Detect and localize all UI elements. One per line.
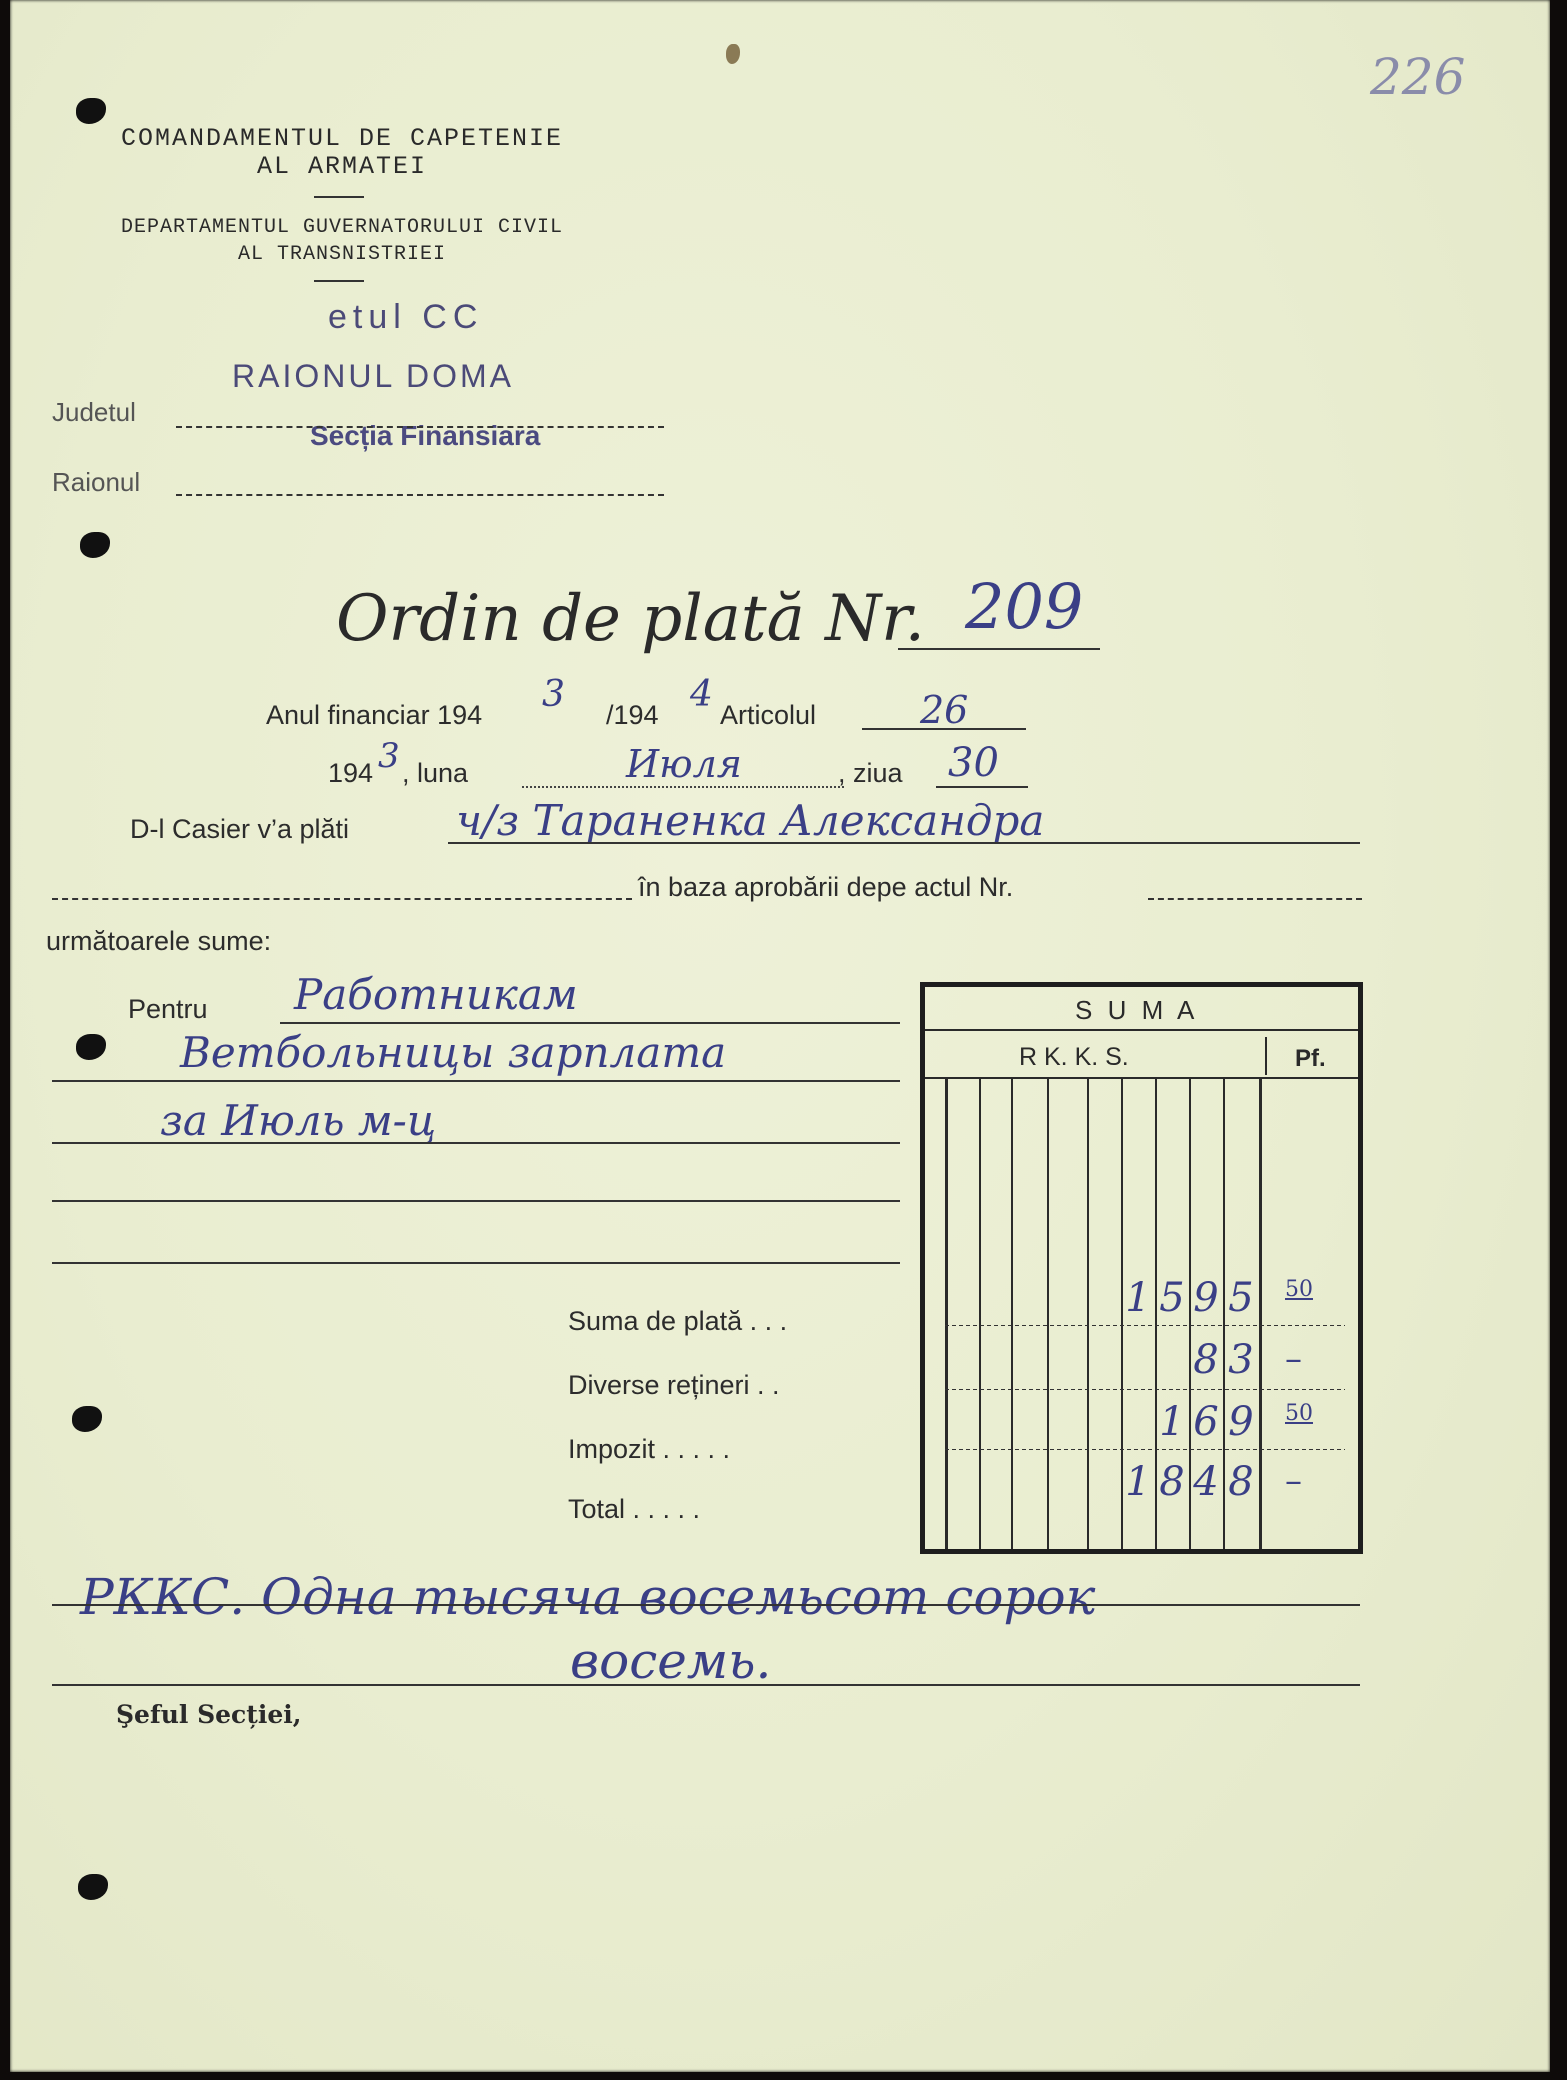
raionul-line — [176, 494, 664, 496]
rkks-heading: R K. K. S. — [1019, 1043, 1129, 1071]
ziua-label: , ziua — [838, 758, 903, 788]
title-line — [898, 648, 1100, 650]
baza-label: în baza aprobării depe actul Nr. — [638, 872, 1014, 902]
stamp-line3: Secția Finansiara — [310, 420, 541, 451]
amount-digit: 1 — [1125, 1459, 1151, 1505]
pentru-label: Pentru — [128, 994, 208, 1024]
table-row-rule — [945, 1325, 1345, 1326]
table-column-rule — [1011, 1079, 1013, 1549]
punch-hole — [726, 44, 740, 64]
amount-digit: 8 — [1159, 1459, 1185, 1505]
casier-label: D-l Casier v’a plăti — [130, 814, 350, 844]
header-line2: AL ARMATEI — [256, 152, 428, 181]
row-label-total: Total . . . . . — [568, 1494, 701, 1524]
header-line4: AL TRANSNISTRIEI — [237, 243, 447, 266]
table-column-rule — [1259, 1079, 1262, 1549]
amount-digit: 9 — [1193, 1275, 1219, 1321]
ziua-value: 30 — [948, 740, 999, 786]
amount-words-rule1 — [52, 1604, 1360, 1606]
amount-digit: 4 — [1193, 1459, 1219, 1505]
date-year-digit: 3 — [378, 736, 400, 776]
amount-digit: 8 — [1228, 1459, 1254, 1505]
baza-line-right — [1148, 898, 1362, 900]
judetul-label: Judetul — [52, 397, 136, 427]
pfennig-value: 50 — [1285, 1277, 1313, 1302]
pfennig-value: – — [1285, 1339, 1302, 1379]
stamp-line2: RAIONUL DOMA — [232, 358, 514, 394]
pfennig-value: – — [1285, 1461, 1302, 1501]
pentru-rule1 — [280, 1022, 900, 1024]
row-label-impozit: Impozit . . . . . — [568, 1434, 731, 1464]
pentru-line1: Работникам — [294, 970, 578, 1019]
header-line3: DEPARTAMENTUL GUVERNATORULUI CIVIL — [120, 216, 564, 239]
table-row-rule — [945, 1389, 1345, 1390]
amount-digit: 1 — [1159, 1399, 1185, 1445]
suma-table — [920, 982, 1363, 1554]
pentru-rule5 — [52, 1262, 900, 1264]
baza-line-left — [52, 898, 632, 900]
pentru-rule2 — [52, 1080, 900, 1082]
urmatoarele-label: următoarele sume: — [46, 926, 272, 956]
stamp-line1: etul CC — [328, 298, 484, 336]
table-column-rule — [945, 1079, 948, 1549]
pfennig-value: 50 — [1285, 1401, 1313, 1426]
punch-hole — [76, 1034, 106, 1060]
pentru-line2: Ветбольницы зарплата — [180, 1028, 727, 1077]
amount-words-rule2 — [52, 1684, 1360, 1686]
row-label-diverse: Diverse rețineri . . — [568, 1370, 780, 1400]
amount-digit: 5 — [1159, 1275, 1185, 1321]
pf-heading: Pf. — [1295, 1045, 1326, 1072]
year-sep: /194 — [606, 700, 659, 730]
header-line1: COMANDAMENTUL DE CAPETENIE — [120, 124, 564, 153]
casier-value: ч/з Тараненка Александра — [456, 796, 1045, 845]
articolul-line — [862, 728, 1026, 730]
pentru-rule4 — [52, 1200, 900, 1202]
amount-digit: 6 — [1193, 1399, 1219, 1445]
table-column-rule — [1047, 1079, 1049, 1549]
title-label: Ordin de plată Nr. — [336, 582, 925, 656]
amount-digit: 9 — [1228, 1399, 1254, 1445]
table-column-rule — [979, 1079, 981, 1549]
suma-heading: S U M A — [1075, 995, 1199, 1025]
luna-label: , luna — [402, 758, 469, 788]
sef-label: Şeful Secției, — [116, 1700, 302, 1729]
amount-digit: 8 — [1193, 1337, 1219, 1383]
punch-hole — [72, 1406, 102, 1432]
table-row-rule — [945, 1449, 1345, 1450]
divider — [314, 280, 364, 282]
title-number: 209 — [965, 570, 1084, 643]
document-page — [10, 0, 1550, 2072]
year1: 3 — [542, 674, 565, 715]
punch-hole — [78, 1874, 108, 1900]
punch-hole — [80, 532, 110, 558]
amount-words-line2: восемь. — [570, 1632, 772, 1690]
amount-digit: 3 — [1228, 1337, 1254, 1383]
ziua-line — [936, 786, 1028, 788]
pentru-rule3 — [52, 1142, 900, 1144]
table-rule — [925, 1077, 1358, 1079]
archive-number: 226 — [1370, 48, 1466, 106]
divider — [314, 196, 364, 198]
date-prefix: 194 — [328, 758, 374, 788]
articolul-label: Articolul — [720, 700, 817, 730]
amount-digit: 1 — [1125, 1275, 1151, 1321]
judetul-line — [176, 426, 664, 428]
amount-digit: 5 — [1228, 1275, 1254, 1321]
punch-hole — [76, 98, 106, 124]
anul-label: Anul financiar 194 — [266, 700, 483, 730]
raionul-label: Raionul — [52, 467, 141, 497]
luna-value: Июля — [626, 742, 742, 786]
casier-line — [448, 842, 1360, 844]
pentru-line3: за Июль м-ц — [160, 1096, 437, 1145]
articolul-value: 26 — [920, 688, 969, 732]
table-rule — [1265, 1037, 1267, 1075]
table-rule — [925, 1029, 1358, 1031]
luna-line — [522, 786, 844, 788]
amount-words-line1: РККС. Одна тысяча восемьсот сорок — [80, 1568, 1096, 1626]
row-label-suma: Suma de plată . . . — [568, 1306, 788, 1336]
year2: 4 — [690, 674, 713, 715]
table-column-rule — [1087, 1079, 1089, 1549]
